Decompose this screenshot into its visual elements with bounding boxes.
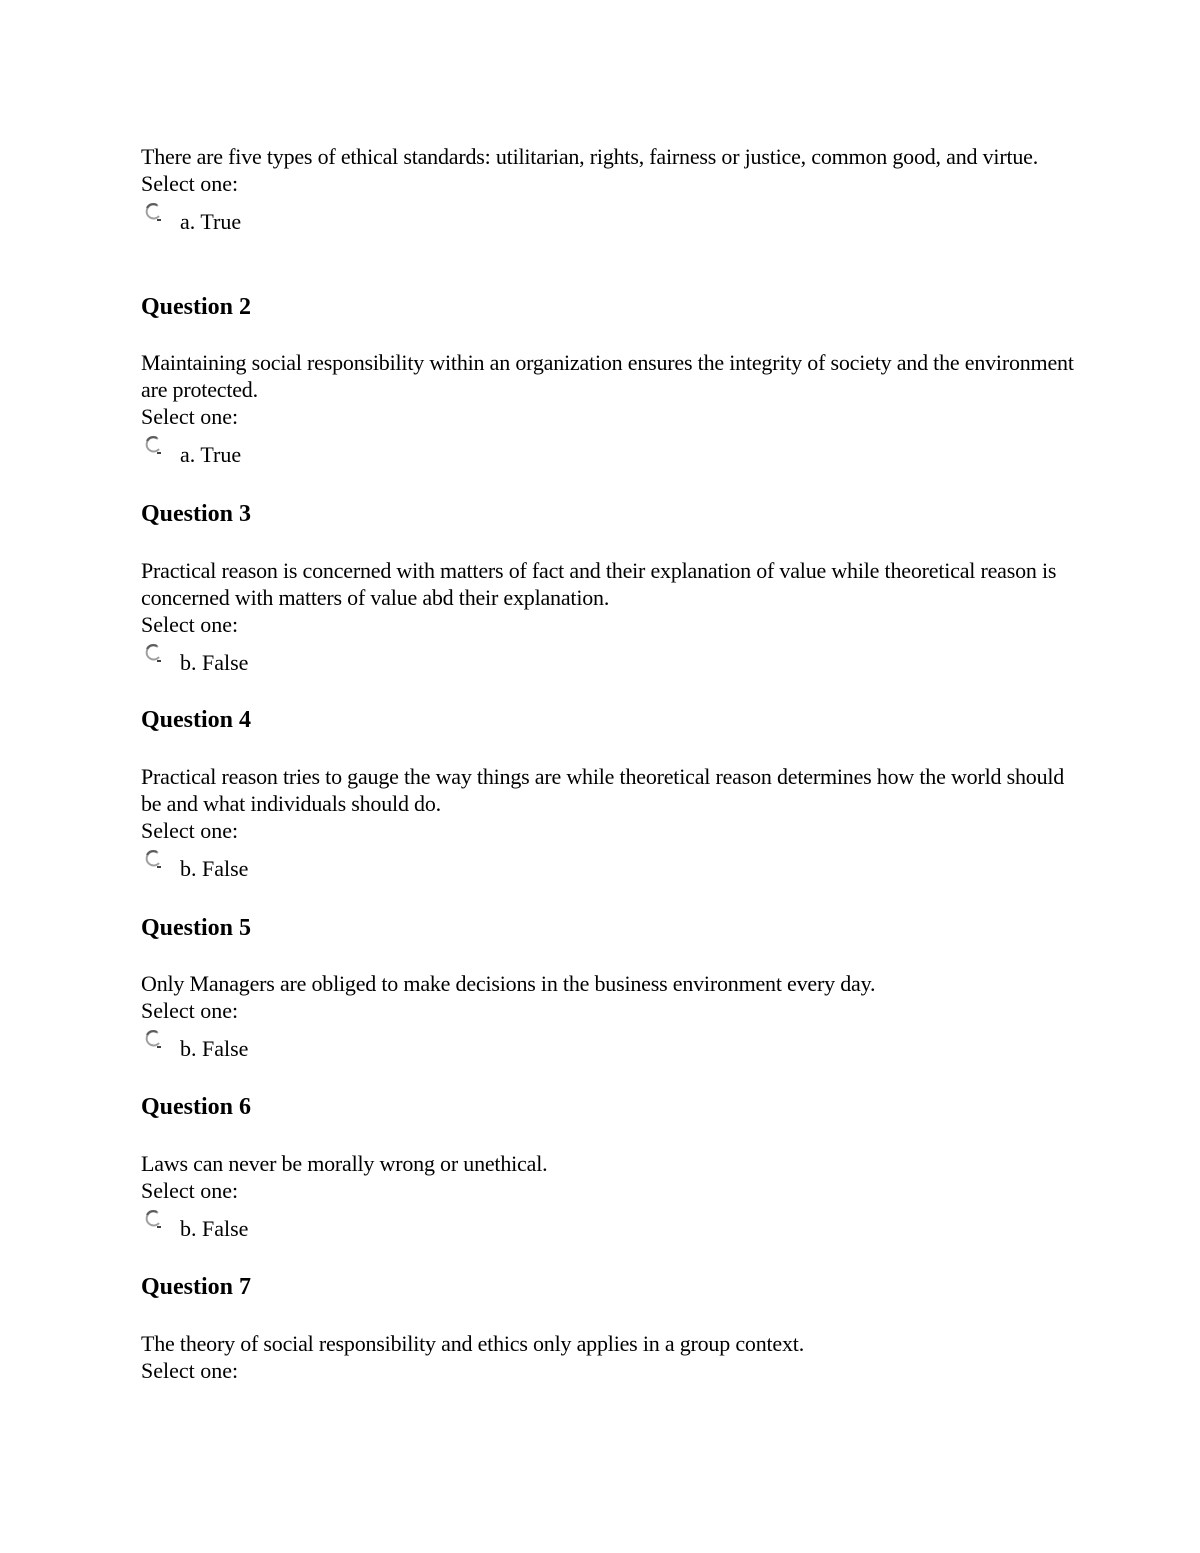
question-text: There are five types of ethical standards: utilitarian, rights, fairness or justice, common good, and virtue. <box>141 144 1039 169</box>
question-text: Only Managers are obliged to make decisions in the business environment every day. <box>141 971 876 996</box>
question-text: Laws can never be morally wrong or unethical. <box>141 1151 548 1176</box>
answer-label: a. True <box>180 442 242 467</box>
question-text: Maintaining social responsibility within an organization ensures the integrity of society and the environment are protected. <box>141 350 1074 402</box>
question-heading: Question 4 <box>141 707 252 733</box>
question-6 <box>141 1150 1081 1244</box>
question-heading: Question 3 <box>141 501 252 527</box>
answer-option[interactable] <box>141 1024 1081 1064</box>
question-4 <box>141 763 1081 884</box>
select-one-prompt: Select one: <box>141 1358 239 1383</box>
answer-label: b. False <box>180 1216 249 1241</box>
answer-option[interactable] <box>141 430 1081 470</box>
select-one-prompt: Select one: <box>141 1178 239 1203</box>
question-heading: Question 7 <box>141 1274 252 1300</box>
answer-label: a. True <box>180 209 242 234</box>
question-heading: Question 6 <box>141 1094 252 1120</box>
question-3 <box>141 557 1081 678</box>
question-1 <box>141 143 1081 237</box>
radio-button-icon[interactable] <box>143 201 165 227</box>
question-5 <box>141 970 1081 1064</box>
select-one-prompt: Select one: <box>141 171 239 196</box>
answer-option[interactable] <box>141 638 1081 678</box>
answer-option[interactable] <box>141 1204 1081 1244</box>
radio-button-icon[interactable] <box>143 434 165 460</box>
select-one-prompt: Select one: <box>141 404 239 429</box>
select-one-prompt: Select one: <box>141 612 239 637</box>
radio-button-icon[interactable] <box>143 1208 165 1234</box>
select-one-prompt: Select one: <box>141 818 239 843</box>
question-text: Practical reason is concerned with matters of fact and their explanation of value while theoretical reason is concerned with matters of value abd their explanation. <box>141 558 1057 610</box>
radio-button-icon[interactable] <box>143 1028 165 1054</box>
answer-option[interactable] <box>141 844 1081 884</box>
question-heading: Question 2 <box>141 294 252 320</box>
question-2 <box>141 349 1081 470</box>
question-7 <box>141 1330 1081 1384</box>
radio-button-icon[interactable] <box>143 642 165 668</box>
answer-option[interactable] <box>141 197 1081 237</box>
question-text: The theory of social responsibility and ethics only applies in a group context. <box>141 1331 804 1356</box>
question-heading: Question 5 <box>141 915 252 941</box>
question-text: Practical reason tries to gauge the way things are while theoretical reason determines how the world should be and what individuals should do. <box>141 764 1065 816</box>
select-one-prompt: Select one: <box>141 998 239 1023</box>
answer-label: b. False <box>180 856 249 881</box>
answer-label: b. False <box>180 650 249 675</box>
radio-button-icon[interactable] <box>143 848 165 874</box>
answer-label: b. False <box>180 1036 249 1061</box>
